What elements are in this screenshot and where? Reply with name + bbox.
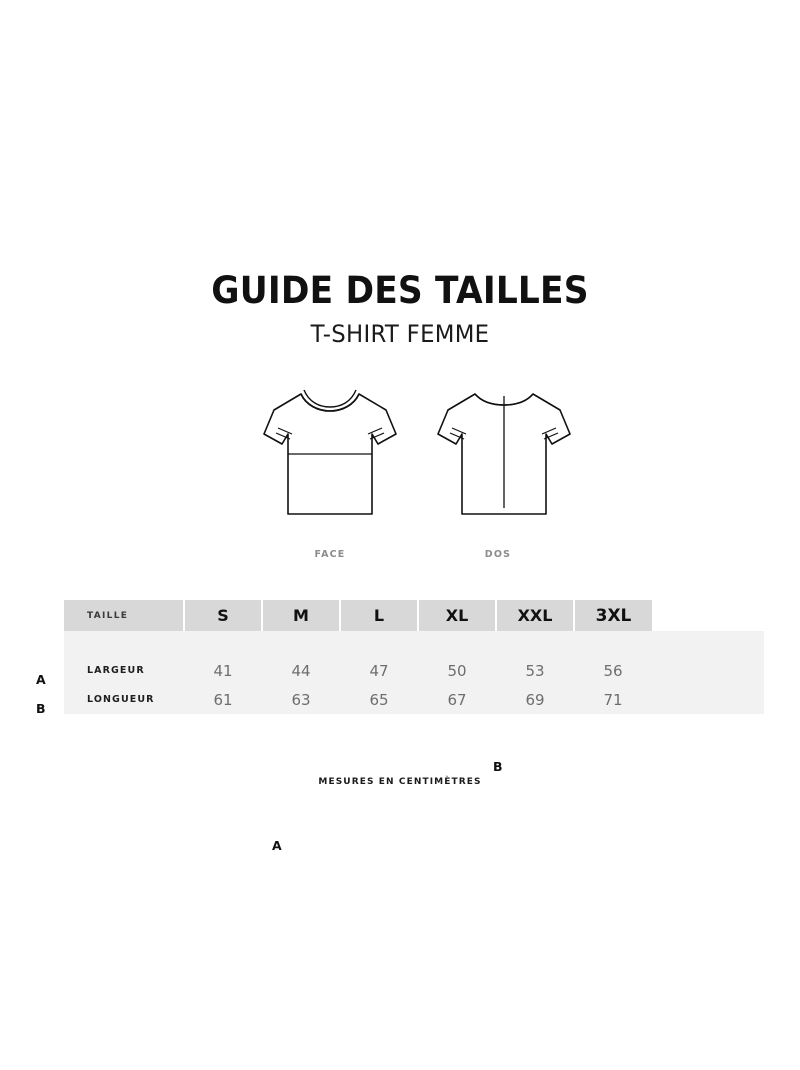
row-letter-b: B [36, 701, 46, 716]
marker-a-label: A [272, 838, 282, 853]
row-label-largeur: LARGEUR [64, 656, 184, 685]
header-size-xxl: XXL [496, 600, 574, 631]
cell-longueur-xxl: 69 [496, 685, 574, 714]
row-largeur-trailing-cell [652, 656, 764, 685]
title-block [0, 269, 800, 348]
cell-longueur-xl: 67 [418, 685, 496, 714]
row-longueur-trailing-cell [652, 685, 764, 714]
marker-b-label: B [493, 759, 503, 774]
cell-largeur-m: 44 [262, 656, 340, 685]
caption-face: FACE [314, 549, 346, 560]
row-label-longueur: LONGUEUR [64, 685, 184, 714]
header-size-xl: XL [418, 600, 496, 631]
cell-largeur-xl: 50 [418, 656, 496, 685]
header-size-l: L [340, 600, 418, 631]
spacer-cell [64, 631, 764, 656]
table-row [64, 656, 764, 685]
header-taille: TAILLE [64, 600, 184, 631]
row-letter-a: A [36, 672, 46, 687]
cell-largeur-xxl: 53 [496, 656, 574, 685]
header-size-m: M [262, 600, 340, 631]
cell-longueur-l: 65 [340, 685, 418, 714]
cell-longueur-m: 63 [262, 685, 340, 714]
tshirt-back-icon [420, 372, 588, 532]
header-blank-cell [652, 600, 764, 631]
header-size-3xl: 3XL [574, 600, 652, 631]
table-row [64, 685, 764, 714]
cell-largeur-3xl: 56 [574, 656, 652, 685]
cell-longueur-3xl: 71 [574, 685, 652, 714]
size-table [64, 600, 764, 714]
cell-largeur-s: 41 [184, 656, 262, 685]
table-header-row [64, 600, 764, 631]
tshirt-front-icon [246, 372, 414, 532]
caption-dos: DOS [484, 549, 512, 560]
cell-largeur-l: 47 [340, 656, 418, 685]
table-spacer-row [64, 631, 764, 656]
page-subtitle: T-SHIRT FEMME [310, 319, 490, 348]
measurement-footnote: MESURES EN CENTIMÈTRES [318, 777, 482, 787]
size-table-wrapper [64, 600, 764, 714]
header-size-s: S [184, 600, 262, 631]
cell-longueur-s: 61 [184, 685, 262, 714]
page-title: GUIDE DES TAILLES [211, 269, 589, 312]
